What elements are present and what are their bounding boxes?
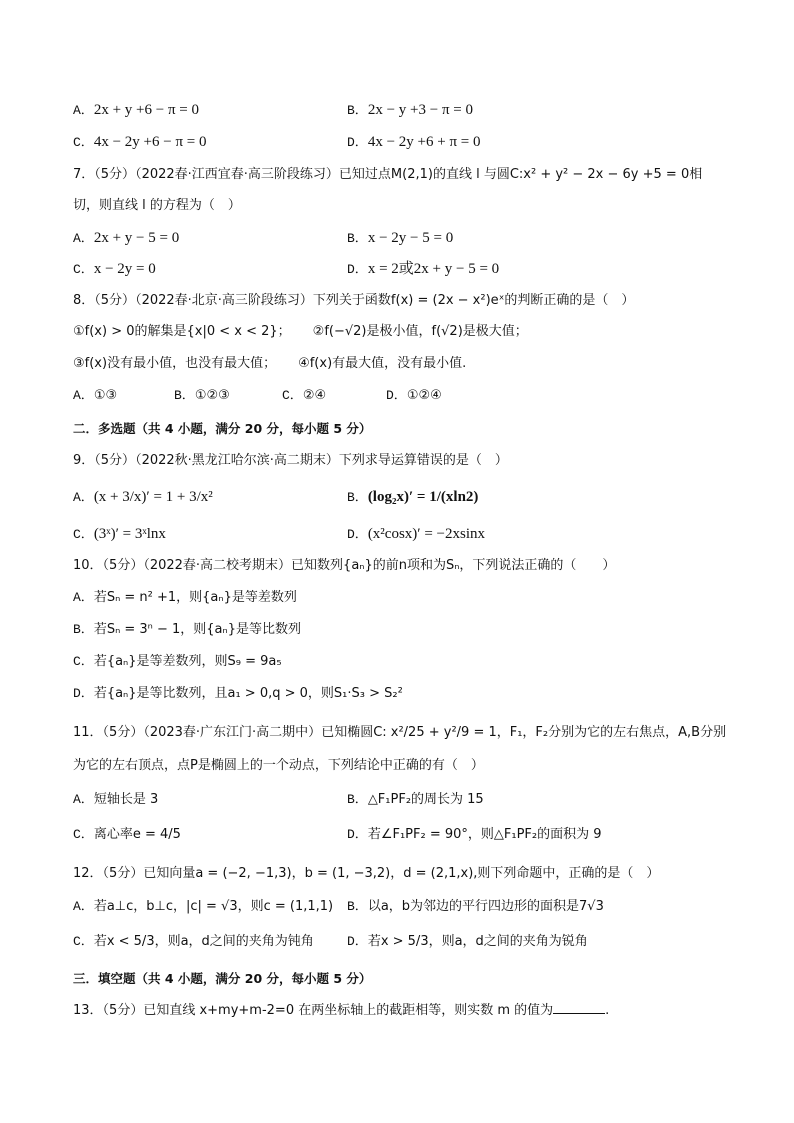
q8-option-b — [174, 386, 230, 406]
option-text: 2x − y +3 − π = 0 — [367, 102, 473, 118]
q9-option-d — [347, 524, 485, 545]
question-score: （5分） — [94, 453, 136, 468]
q9-option-a — [73, 487, 213, 508]
option-text: 若∠F₁PF₂ = 90°，则△F₁PF₂的面积为 9 — [367, 827, 602, 842]
question-stem: 下列求导运算错误的是（ ） — [338, 453, 508, 468]
q11-option-a — [73, 790, 158, 810]
question-number: 12． — [73, 866, 103, 881]
option-text: 若x > 5/3，则a，d之间的夹角为锐角 — [367, 934, 588, 949]
q10-option-b — [73, 620, 301, 640]
option-text: 短轴长是 3 — [93, 792, 159, 807]
q8-statements-1-2 — [73, 322, 528, 342]
question-score: （5分） — [102, 558, 144, 573]
q6-option-a — [73, 100, 199, 121]
question-score: （5分） — [102, 725, 144, 740]
q7-option-d — [347, 259, 499, 280]
option-text: 离心率e = 4/5 — [93, 827, 181, 842]
question-stem: 已知过点M(2,1)的直线 l 与圆C:x² + y² − 2x − 6y +5 = 0相 — [338, 167, 703, 182]
option-text: (log₂x)′ = 1/(xln2) — [367, 489, 479, 505]
option-text: 若a⊥c，b⊥c，|c| = √3，则c = (1,1,1) — [93, 899, 334, 914]
q12-option-d — [347, 932, 588, 952]
q10-option-c — [73, 652, 282, 672]
option-text: ①②④ — [406, 388, 442, 403]
option-label: B． — [347, 103, 368, 118]
question-number: 11． — [73, 725, 103, 740]
option-text: ①②③ — [194, 388, 230, 403]
question-number: 8． — [73, 293, 95, 308]
q8-option-a — [73, 386, 117, 406]
option-label: C． — [73, 827, 94, 842]
option-text: 4x − 2y +6 − π = 0 — [93, 134, 207, 150]
question-score: （5分） — [94, 293, 136, 308]
question-source: （2022春·北京·高三阶段练习） — [135, 293, 313, 308]
option-text: △F₁PF₂的周长为 15 — [367, 792, 484, 807]
q8-option-d — [386, 386, 442, 406]
question-score: （5分） — [102, 866, 144, 881]
q6-option-d — [347, 132, 480, 153]
option-label: C． — [73, 262, 94, 277]
question-stem-end: . — [605, 1003, 610, 1018]
question-score: （5分） — [102, 1003, 144, 1018]
option-label: B． — [347, 899, 368, 914]
q10-option-d — [73, 684, 403, 704]
option-text: ①③ — [93, 388, 118, 403]
statement-3: ③f(x)没有最小值，也没有最大值； — [73, 356, 277, 371]
option-label: A． — [73, 231, 94, 246]
option-label: D． — [347, 135, 368, 150]
q6-option-b — [347, 100, 473, 121]
option-label: D． — [386, 388, 407, 403]
option-text: 2x + y +6 − π = 0 — [93, 102, 199, 118]
option-label: B． — [174, 388, 195, 403]
option-label: D． — [73, 686, 94, 701]
option-label: B． — [73, 622, 94, 637]
option-text: x − 2y = 0 — [93, 261, 156, 277]
option-text: x = 2或2x + y − 5 = 0 — [367, 261, 500, 277]
q7-option-b — [347, 228, 453, 249]
section-title-multiple-choice: 二．多选题（共 4 小题，满分 20 分，每小题 5 分） — [73, 421, 372, 436]
q11-stem-line1 — [73, 723, 726, 743]
question-number: 10． — [73, 558, 103, 573]
q13-stem — [73, 1001, 609, 1021]
option-label: A． — [73, 490, 94, 505]
question-stem: 已知椭圆C: x²/25 + y²/9 = 1，F₁，F₂分别为它的左右焦点，A,B分别 — [321, 725, 727, 740]
q10-stem — [73, 556, 615, 576]
q7-option-c — [73, 259, 156, 280]
option-label: D． — [347, 827, 368, 842]
option-text: 4x − 2y +6 + π = 0 — [367, 134, 481, 150]
q9-option-c — [73, 524, 166, 545]
option-text: 若Sₙ = 3ⁿ − 1，则{aₙ}是等比数列 — [93, 622, 301, 637]
q11-stem-line2 — [73, 756, 484, 776]
option-text: (x²cosx)′ = −2xsinx — [367, 526, 485, 542]
option-label: A． — [73, 899, 94, 914]
option-text: 若{aₙ}是等差数列，则S₉ = 9a₅ — [93, 654, 282, 669]
q7-stem-line2 — [73, 196, 241, 216]
option-text: (x + 3/x)′ = 1 + 3/x² — [93, 489, 213, 505]
q12-option-a — [73, 897, 333, 917]
option-label: D． — [347, 527, 368, 542]
statement-1: ①f(x) > 0的解集是{x|0 < x < 2}； — [73, 324, 291, 339]
q12-option-c — [73, 932, 314, 952]
option-label: C． — [73, 934, 94, 949]
question-number: 7． — [73, 167, 95, 182]
option-text: 2x + y − 5 = 0 — [93, 230, 180, 246]
option-label: A． — [73, 103, 94, 118]
question-stem: 切，则直线 l 的方程为（ ） — [73, 198, 241, 213]
q12-option-b — [347, 897, 604, 917]
option-label: B． — [347, 231, 368, 246]
q8-option-c — [282, 386, 326, 406]
question-stem: 下列关于函数f(x) = (2x − x²)eˣ的判断正确的是（ ） — [312, 293, 635, 308]
option-text: x − 2y − 5 = 0 — [367, 230, 454, 246]
q10-option-a — [73, 588, 297, 608]
statement-4: ④f(x)有最大值，没有最小值. — [298, 356, 467, 371]
q9-stem — [73, 451, 508, 471]
q7-option-a — [73, 228, 179, 249]
option-label: B． — [347, 792, 368, 807]
q12-stem — [73, 864, 659, 884]
option-label: A． — [73, 388, 94, 403]
question-source: （2022春·高二校考期末） — [143, 558, 292, 573]
question-stem: 已知直线 x+my+m-2=0 在两坐标轴上的截距相等，则实数 m 的值为 — [143, 1003, 554, 1018]
question-source: （2022秋·黑龙江哈尔滨·高二期末） — [135, 453, 339, 468]
option-text: 若x < 5/3，则a，d之间的夹角为钝角 — [93, 934, 314, 949]
q8-stem — [73, 291, 634, 311]
answer-blank[interactable] — [553, 1001, 605, 1014]
statement-2: ②f(−√2)是极小值，f(√2)是极大值； — [312, 324, 528, 339]
section-title-fill-in-blank: 三．填空题（共 4 小题，满分 20 分，每小题 5 分） — [73, 971, 372, 986]
option-label: A． — [73, 792, 94, 807]
option-label: C． — [73, 654, 94, 669]
question-source: （2023春·广东江门·高二期中） — [143, 725, 322, 740]
question-stem: 为它的左右顶点，点P是椭圆上的一个动点，下列结论中正确的有（ ） — [73, 758, 484, 773]
option-text: 若Sₙ = n² +1，则{aₙ}是等差数列 — [93, 590, 297, 605]
option-label: C． — [282, 388, 303, 403]
q11-option-d — [347, 825, 602, 845]
option-text: ②④ — [302, 388, 327, 403]
q7-stem-line1 — [73, 165, 702, 185]
option-label: C． — [73, 527, 94, 542]
q6-option-c — [73, 132, 206, 153]
option-text: 以a，b为邻边的平行四边形的面积是7√3 — [367, 899, 604, 914]
option-label: B． — [347, 490, 368, 505]
q9-option-b — [347, 487, 478, 508]
option-text: (3ˣ)′ = 3ˣlnx — [93, 526, 166, 542]
question-number: 13． — [73, 1003, 103, 1018]
option-label: D． — [347, 262, 368, 277]
option-label: C． — [73, 135, 94, 150]
q11-option-b — [347, 790, 484, 810]
option-label: D． — [347, 934, 368, 949]
question-stem: 已知数列{aₙ}的前n项和为Sₙ，下列说法正确的（ ） — [291, 558, 616, 573]
option-text: 若{aₙ}是等比数列，且a₁ > 0,q > 0，则S₁·S₃ > S₂² — [93, 686, 403, 701]
q11-option-c — [73, 825, 181, 845]
option-label: A． — [73, 590, 94, 605]
question-stem: 已知向量a = (−2, −1,3)，b = (1, −3,2)，d = (2,1,x),则下列命题中，正确的是（ ） — [143, 866, 660, 881]
question-score: （5分） — [94, 167, 136, 182]
question-number: 9． — [73, 453, 95, 468]
question-source: （2022春·江西宜春·高三阶段练习） — [135, 167, 339, 182]
q8-statements-3-4 — [73, 354, 466, 374]
